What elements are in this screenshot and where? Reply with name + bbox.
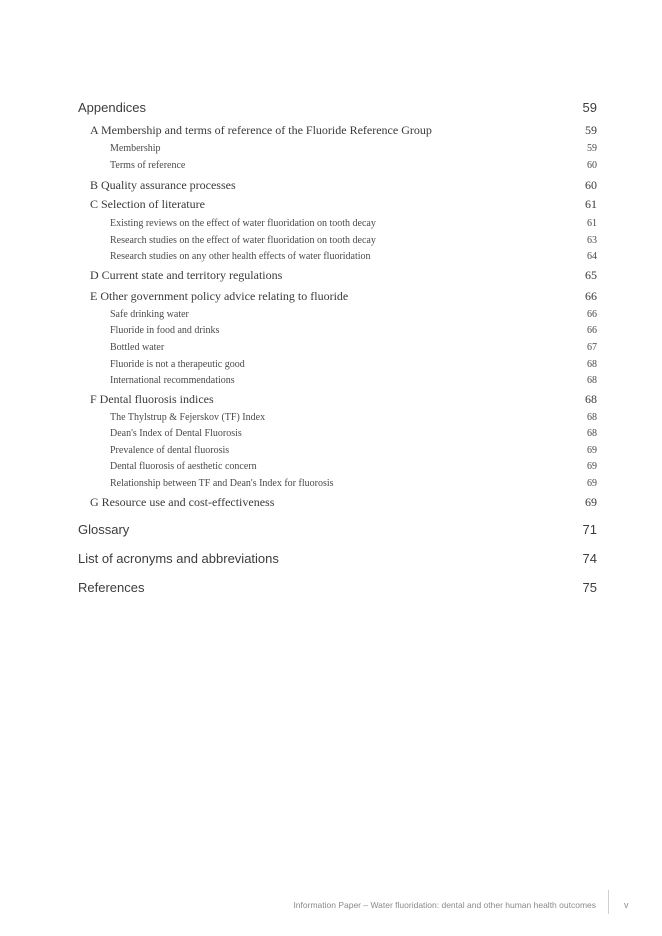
toc-entry-label: Fluoride is not a therapeutic good	[110, 359, 245, 370]
toc-entry-label: Prevalence of dental fluorosis	[110, 445, 230, 456]
toc-entry-page: 59	[585, 123, 597, 137]
toc-entry-appendix-d[interactable]	[78, 268, 597, 288]
toc-entry-references[interactable]	[78, 580, 597, 600]
toc-entry-page: 65	[585, 268, 597, 282]
toc-entry-page: 68	[587, 375, 597, 386]
toc-entry-appendix-a[interactable]	[78, 123, 597, 143]
toc-entry-label: E Other government policy advice relating to fluoride	[90, 289, 349, 303]
toc-entry-label: Appendices	[78, 100, 146, 115]
toc-entry-page: 59	[582, 100, 597, 115]
toc-entry-label: Research studies on any other health effects of water fluoridation	[110, 251, 371, 262]
toc-entry-label: B Quality assurance processes	[90, 178, 236, 192]
toc-entry-page: 74	[582, 551, 597, 566]
toc-entry-label: Safe drinking water	[110, 309, 189, 320]
toc-entry-appendix-b[interactable]	[78, 178, 597, 198]
toc-entry-label: Fluoride in food and drinks	[110, 325, 220, 336]
toc-entry-page: 67	[587, 342, 597, 353]
toc-entry-page: 60	[585, 178, 597, 192]
footer-title: Information Paper – Water fluoridation: dental and other human health outcomes	[293, 900, 596, 910]
toc-entry-page: 59	[587, 143, 597, 154]
toc-entry-terms-of-reference[interactable]	[78, 160, 597, 180]
toc-entry-glossary[interactable]	[78, 522, 597, 542]
toc-entry-label: Relationship between TF and Dean's Index for fluorosis	[110, 478, 334, 489]
toc-entry-page: 60	[587, 160, 597, 171]
toc-entry-label: Dental fluorosis of aesthetic concern	[110, 461, 257, 472]
toc-entry-page: 75	[582, 580, 597, 595]
toc-entry-label: Glossary	[78, 522, 130, 537]
toc-entry-page: 68	[587, 412, 597, 423]
toc-entry-label: G Resource use and cost-effectiveness	[90, 495, 275, 509]
toc-entry-label: F Dental fluorosis indices	[90, 392, 214, 406]
toc-entry-label: D Current state and territory regulations	[90, 268, 283, 282]
toc-entry-label: The Thylstrup & Fejerskov (TF) Index	[110, 412, 266, 423]
toc-entry-page: 68	[585, 392, 597, 406]
toc-entry-page: 66	[587, 309, 597, 320]
toc-entry-appendix-c[interactable]	[78, 197, 597, 217]
toc-entry-page: 71	[582, 522, 597, 537]
toc-entry-appendix-f[interactable]	[78, 392, 597, 412]
toc-entry-page: 68	[587, 359, 597, 370]
footer-page-number: v	[624, 900, 629, 910]
toc-entry-page: 69	[587, 478, 597, 489]
toc-entry-page: 68	[587, 428, 597, 439]
toc-entry-label: Existing reviews on the effect of water fluoridation on tooth decay	[110, 218, 376, 229]
toc-entry-label: References	[78, 580, 145, 595]
toc-entry-page: 69	[585, 495, 597, 509]
toc-entry-page: 61	[587, 218, 597, 229]
toc-entry-label: C Selection of literature	[90, 197, 205, 211]
toc-entry-page: 61	[585, 197, 597, 211]
toc-entry-label: Bottled water	[110, 342, 165, 353]
toc-entry-label: International recommendations	[110, 375, 235, 386]
toc-entry-page: 69	[587, 461, 597, 472]
toc-entry-page: 63	[587, 235, 597, 246]
toc-entry-appendices[interactable]	[78, 100, 597, 120]
toc-entry-appendix-g[interactable]	[78, 495, 597, 515]
toc-entry-label: Membership	[110, 143, 161, 154]
toc-entry-page: 64	[587, 251, 597, 262]
toc-entry-label: A Membership and terms of reference of the Fluoride Reference Group	[90, 123, 432, 137]
toc-entry-label: Terms of reference	[110, 160, 186, 171]
toc-entry-appendix-e[interactable]	[78, 289, 597, 309]
toc-entry-page: 69	[587, 445, 597, 456]
toc-entry-label: Dean's Index of Dental Fluorosis	[110, 428, 242, 439]
toc-entry-acronyms[interactable]	[78, 551, 597, 571]
toc-entry-label: Research studies on the effect of water fluoridation on tooth decay	[110, 235, 376, 246]
footer-divider	[608, 890, 609, 914]
toc-entry-page: 66	[585, 289, 597, 303]
toc-entry-page: 66	[587, 325, 597, 336]
toc-entry-label: List of acronyms and abbreviations	[78, 551, 279, 566]
